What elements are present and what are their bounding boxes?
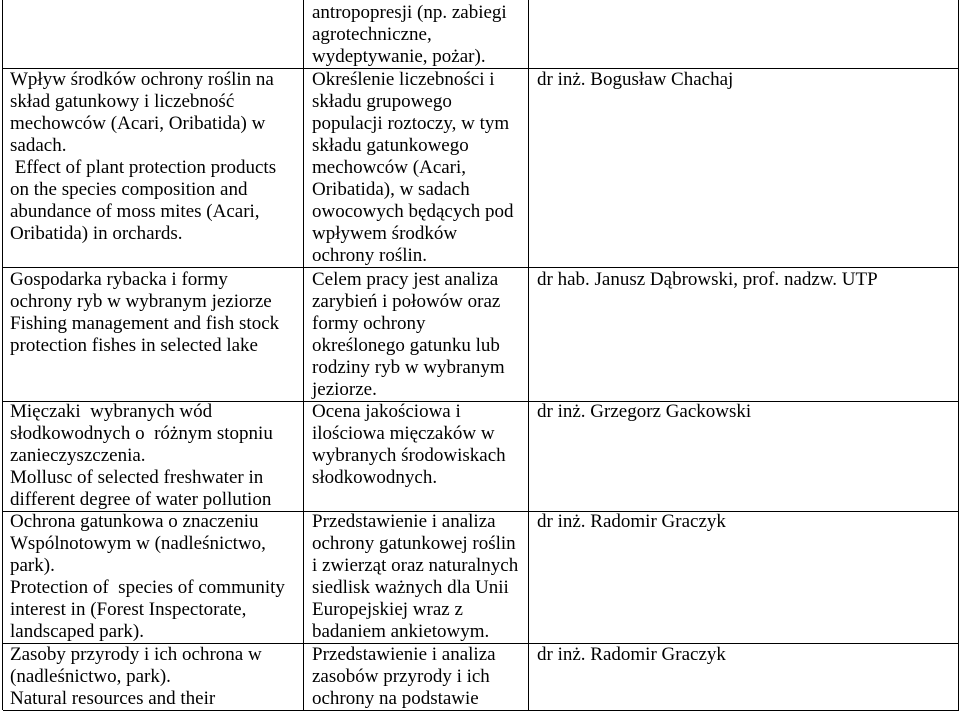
description-line: Celem pracy jest analiza xyxy=(312,269,499,290)
topic-line: Zasoby przyrody i ich ochrona w xyxy=(10,644,262,665)
description-line: ochrony roślin. xyxy=(312,245,428,266)
description-line: siedlisk ważnych dla Unii xyxy=(312,577,509,598)
supervisor-name: dr inż. Radomir Graczyk xyxy=(537,644,726,665)
description-line: Określenie liczebności i xyxy=(312,69,495,90)
description-cell xyxy=(304,0,529,69)
description-line: mechowców (Acari, xyxy=(312,157,467,178)
supervisor-cell xyxy=(529,0,959,69)
description-cell xyxy=(304,400,529,512)
topic-line: Natural resources and their xyxy=(10,688,216,709)
description-line: określonego gatunku lub xyxy=(312,335,500,356)
description-line: Oribatida), w sadach xyxy=(312,179,470,200)
table-row xyxy=(3,0,959,68)
topic-line: interest in (Forest Inspectorate, xyxy=(10,599,247,620)
description-line: wydeptywanie, pożar). xyxy=(312,46,486,67)
description-line: zasobów przyrody i ich xyxy=(312,666,490,687)
topic-line: different degree of water pollution xyxy=(10,489,272,510)
topic-line: zanieczyszczenia. xyxy=(10,445,146,466)
description-line: ilościowa mięczaków w xyxy=(312,423,495,444)
topic-line: Fishing management and fish stock xyxy=(10,313,280,334)
description-line: składu gatunkowego xyxy=(312,135,469,156)
supervisor-cell xyxy=(529,268,959,402)
topic-line: protection fishes in selected lake xyxy=(10,335,258,356)
description-line: agrotechniczne, xyxy=(312,24,432,45)
supervisor-name: dr inż. Radomir Graczyk xyxy=(537,511,726,532)
topic-line: (nadleśnictwo, park). xyxy=(10,666,171,687)
supervisor-name: dr inż. Grzegorz Gackowski xyxy=(537,401,752,422)
thesis-topics-table xyxy=(2,0,959,710)
supervisor-cell xyxy=(529,400,959,512)
description-line: słodkowodnych. xyxy=(312,467,438,488)
description-line: owocowych będących pod xyxy=(312,201,514,222)
description-line: Europejskiej wraz z xyxy=(312,599,463,620)
description-line: populacji roztoczy, w tym xyxy=(312,113,510,134)
description-line: składu grupowego xyxy=(312,91,452,112)
description-cell xyxy=(304,510,529,644)
topic-line: słodkowodnych o różnym stopniu xyxy=(10,423,273,444)
description-line: rodziny ryb w wybranym xyxy=(312,357,505,378)
description-line: wpływem środków xyxy=(312,223,458,244)
table-row xyxy=(3,268,959,400)
topic-line: Oribatida) in orchards. xyxy=(10,223,183,244)
topic-line: Wspólnotowym w (nadleśnictwo, xyxy=(10,533,266,554)
supervisor-cell xyxy=(529,643,959,711)
topic-line: Gospodarka rybacka i formy xyxy=(10,269,228,290)
topic-line: ochrony ryb w wybranym jeziorze xyxy=(10,291,272,312)
supervisor-cell xyxy=(529,510,959,644)
description-line: ochrony na podstawie xyxy=(312,688,479,709)
topic-line: Mollusc of selected freshwater in xyxy=(10,467,264,488)
description-cell xyxy=(304,68,529,268)
description-cell xyxy=(304,643,529,711)
topic-cell xyxy=(3,0,304,69)
supervisor-name: dr inż. Bogusław Chachaj xyxy=(537,69,734,90)
topic-line: abundance of moss mites (Acari, xyxy=(10,201,260,222)
description-line: badaniem ankietowym. xyxy=(312,621,490,642)
topic-line: Ochrona gatunkowa o znaczeniu xyxy=(10,511,259,532)
description-line: jeziorze. xyxy=(312,379,377,400)
description-line: formy ochrony xyxy=(312,313,426,334)
topic-line: Protection of species of community xyxy=(10,577,285,598)
table-row xyxy=(3,510,959,643)
topic-line: on the species composition and xyxy=(10,179,248,200)
description-line: wybranych środowiskach xyxy=(312,445,506,466)
description-line: Przedstawienie i analiza xyxy=(312,511,496,532)
supervisor-name: dr hab. Janusz Dąbrowski, prof. nadzw. UTP xyxy=(537,269,878,290)
supervisor-cell xyxy=(529,68,959,268)
topic-line: landscaped park). xyxy=(10,621,144,642)
description-line: antropopresji (np. zabiegi xyxy=(312,2,507,23)
topic-cell xyxy=(3,643,304,711)
description-line: Ocena jakościowa i xyxy=(312,401,461,422)
topic-line: skład gatunkowy i liczebność xyxy=(10,91,235,112)
topic-cell xyxy=(3,268,304,402)
table-row xyxy=(3,400,959,510)
topic-cell xyxy=(3,68,304,268)
table-row xyxy=(3,68,959,268)
description-line: i zwierząt oraz naturalnych xyxy=(312,555,519,576)
description-line: Przedstawienie i analiza xyxy=(312,644,496,665)
topic-line: park). xyxy=(10,555,55,576)
description-line: ochrony gatunkowej roślin xyxy=(312,533,516,554)
description-cell xyxy=(304,268,529,402)
topic-cell xyxy=(3,510,304,644)
table-row xyxy=(3,643,959,710)
topic-line: Effect of plant protection products xyxy=(10,157,277,178)
topic-cell xyxy=(3,400,304,512)
topic-line: Wpływ środków ochrony roślin na xyxy=(10,69,274,90)
topic-line: Mięczaki wybranych wód xyxy=(10,401,213,422)
description-line: zarybień i połowów oraz xyxy=(312,291,501,312)
topic-line: sadach. xyxy=(10,135,67,156)
topic-line: mechowców (Acari, Oribatida) w xyxy=(10,113,266,134)
